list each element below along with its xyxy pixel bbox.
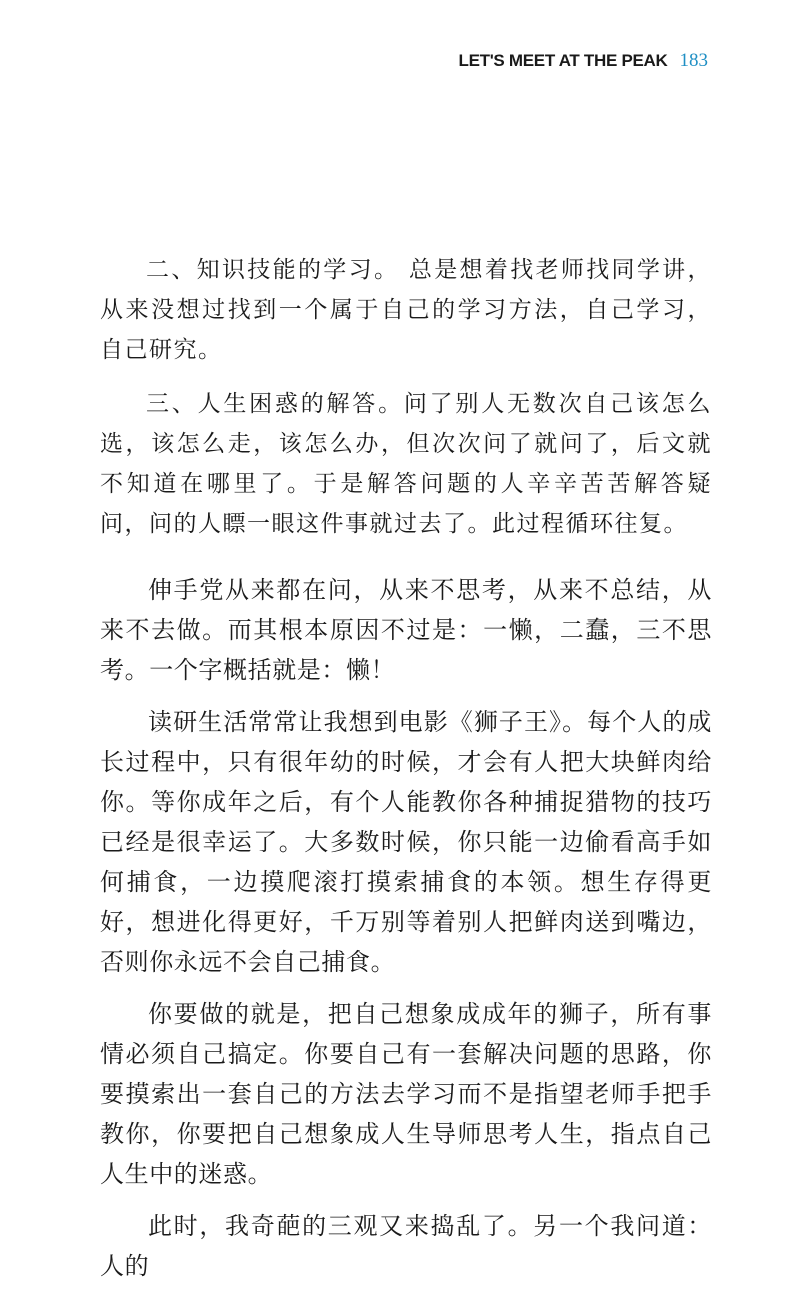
paragraph: 读研生活常常让我想到电影《狮子王》。每个人的成长过程中，只有很年幼的时候，才会有人把大块鲜肉给你。等你成年之后，有个人能教你各种捕捉猎物的技巧已经是很幸运了。大多数时候，你只能一边偷看高手如何捕食，一边摸爬滚打摸索捕食的本领。想生存得更好，想进化得更好，千万别等着别人把鲜肉送到嘴边，否则你永远不会自己捕食。 <box>100 708 712 976</box>
body-text-top <box>100 250 712 558</box>
paragraph: 你要做的就是，把自己想象成成年的狮子，所有事情必须自己搞定。你要自己有一套解决问题的思路，你要摸索出一套自己的方法去学习而不是指望老师手把手教你，你要把自己想象成人生导师思考人生，指点自己人生中的迷惑。 <box>100 1000 712 1188</box>
page-number: 183 <box>679 50 708 71</box>
paragraph: 此时，我奇葩的三观又来捣乱了。另一个我问道：人的 <box>100 1212 712 1280</box>
running-title: LET'S MEET AT THE PEAK <box>458 51 668 70</box>
paragraph: 三、人生困惑的解答。问了别人无数次自己该怎么选，该怎么走，该怎么办，但次次问了就问了，后文就不知道在哪里了。于是解答问题的人辛辛苦苦解答疑问，问的人瞟一眼这件事就过去了。此过程循环往复。 <box>100 391 712 537</box>
paragraph: 二、知识技能的学习。 总是想着找老师找同学讲，从来没想过找到一个属于自己的学习方法，自己学习，自己研究。 <box>100 257 712 363</box>
paragraph: 伸手党从来都在问，从来不思考，从来不总结，从来不去做。而其根本原因不过是：一懒，二蠢，三不思考。一个字概括就是：懒！ <box>100 576 712 684</box>
running-header <box>458 50 708 72</box>
body-text-main <box>100 570 712 1298</box>
